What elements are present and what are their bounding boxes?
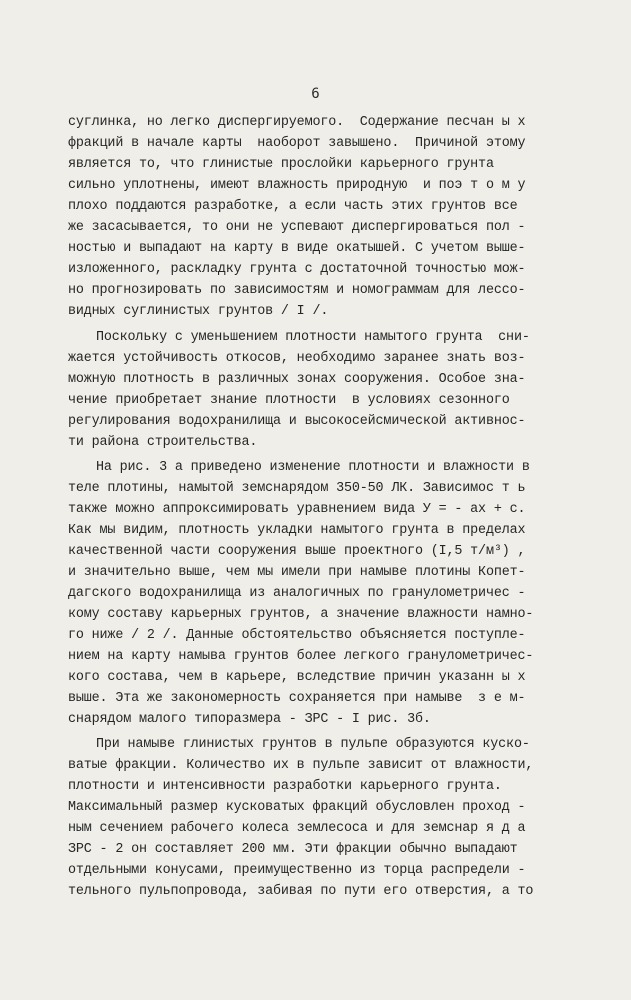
text-line: ватые фракции. Количество их в пульпе зависит от влажности, bbox=[68, 758, 534, 773]
text-line: же засасывается, то они не успевают диспергироваться пол - bbox=[68, 220, 526, 235]
text-line: но прогнозировать по зависимостям и номограммам для лессо- bbox=[68, 283, 526, 298]
text-line: ти района строительства. bbox=[68, 435, 258, 450]
text-line: ЗРС - 2 он составляет 200 мм. Эти фракции обычно выпадают bbox=[68, 842, 518, 857]
text-line: можную плотность в различных зонах сооружения. Особое зна- bbox=[68, 372, 526, 387]
text-line: теле плотины, намытой земснарядом 350-50 ЛК. Зависимос т ь bbox=[68, 481, 526, 496]
text-line: снарядом малого типоразмера - ЗРС - I рис. 3б. bbox=[68, 712, 431, 727]
text-line: дагского водохранилища из аналогичных по гранулометричес - bbox=[68, 586, 526, 601]
text-line: также можно аппроксимировать уравнением вида У = - ах + с. bbox=[68, 502, 526, 517]
text-line: суглинка, но легко диспергируемого. Содержание песчан ы х bbox=[68, 115, 526, 130]
text-line: го ниже / 2 /. Данные обстоятельство объясняется поступле- bbox=[68, 628, 526, 643]
text-line: является то, что глинистые прослойки карьерного грунта bbox=[68, 157, 494, 172]
text-line: При намыве глинистых грунтов в пульпе образуются куско- bbox=[96, 737, 530, 752]
text-line: Максимальный размер кусковатых фракций обусловлен проход - bbox=[68, 800, 526, 815]
text-line: чение приобретает знание плотности в условиях сезонного bbox=[68, 393, 510, 408]
text-line: На рис. 3 а приведено изменение плотности и влажности в bbox=[96, 460, 530, 475]
text-line: и значительно выше, чем мы имели при намыве плотины Копет- bbox=[68, 565, 526, 580]
text-line: кого состава, чем в карьере, вследствие причин указанн ы х bbox=[68, 670, 526, 685]
text-line: выше. Эта же закономерность сохраняется при намыве з е м- bbox=[68, 691, 526, 706]
text-line: ностью и выпадают на карту в виде окатышей. С учетом выше- bbox=[68, 241, 526, 256]
text-line: отдельными конусами, преимущественно из торца распредели - bbox=[68, 863, 526, 878]
text-line: видных суглинистых грунтов / I /. bbox=[68, 304, 329, 319]
text-line: качественной части сооружения выше проектного (I,5 т/м³) , bbox=[68, 544, 526, 559]
text-line: Поскольку с уменьшением плотности намытого грунта сни- bbox=[96, 330, 530, 345]
text-line: изложенного, раскладку грунта с достаточной точностью мож- bbox=[68, 262, 526, 277]
text-line: сильно уплотнены, имеют влажность природную и поэ т о м у bbox=[68, 178, 526, 193]
text-line: тельного пульпопровода, забивая по пути его отверстия, а то bbox=[68, 884, 534, 899]
text-line: Как мы видим, плотность укладки намытого грунта в пределах bbox=[68, 523, 526, 538]
text-line: плотности и интенсивности разработки карьерного грунта. bbox=[68, 779, 502, 794]
page-number: 6 bbox=[311, 86, 320, 102]
text-line: регулирования водохранилища и высокосейсмической активнос- bbox=[68, 414, 526, 429]
text-line: жается устойчивость откосов, необходимо заранее знать воз- bbox=[68, 351, 526, 366]
text-line: ным сечением рабочего колеса землесоса и для земснар я д а bbox=[68, 821, 526, 836]
text-line: плохо поддаются разработке, а если часть этих грунтов все bbox=[68, 199, 518, 214]
text-line: нием на карту намыва грунтов более легкого гранулометричес- bbox=[68, 649, 534, 664]
text-line: кому составу карьерных грунтов, а значение влажности намно- bbox=[68, 607, 534, 622]
text-line: фракций в начале карты наоборот завышено. Причиной этому bbox=[68, 136, 526, 151]
